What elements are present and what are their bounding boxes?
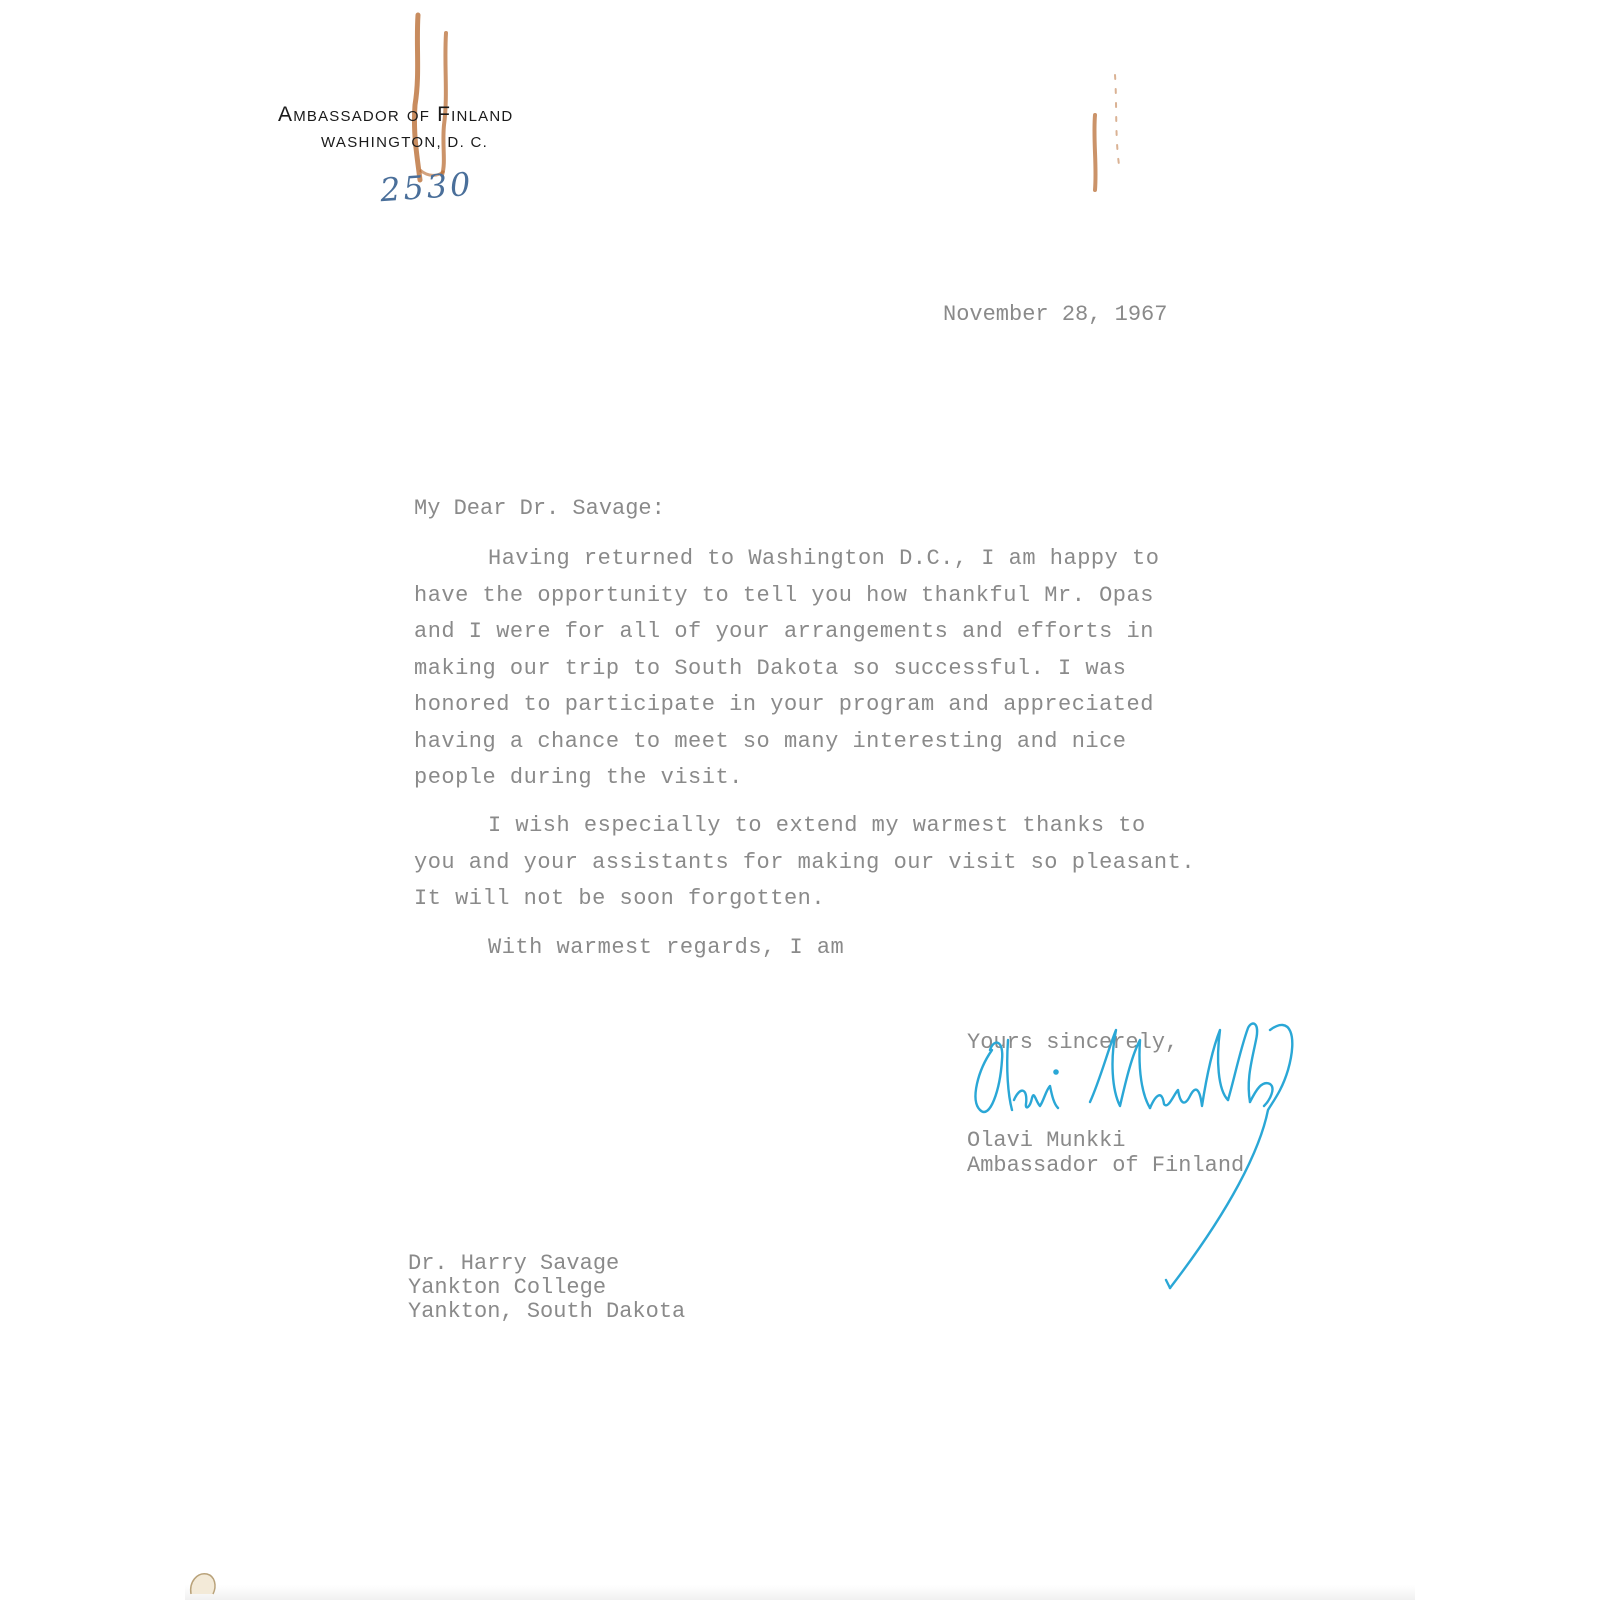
signer-block bbox=[967, 1128, 1244, 1178]
paragraph-line: Having returned to Washington D.C., I am happy to bbox=[488, 546, 1160, 571]
paragraph-line: It will not be soon forgotten. bbox=[414, 886, 826, 911]
recipient-address bbox=[408, 1252, 685, 1324]
closing: Yours sincerely, bbox=[967, 1030, 1179, 1055]
paper-corner-mark bbox=[187, 1568, 221, 1596]
paragraph-line: honored to participate in your program and appreciated bbox=[414, 692, 1154, 717]
recipient-name: Dr. Harry Savage bbox=[408, 1251, 620, 1276]
paragraph-line: making our trip to South Dakota so successful. I was bbox=[414, 655, 1127, 681]
paragraph-1 bbox=[414, 541, 1159, 797]
paragraph-line: people during the visit. bbox=[414, 765, 743, 790]
signer-title: Ambassador of Finland bbox=[967, 1153, 1245, 1178]
letterhead-title: Ambassador of Finland bbox=[278, 103, 514, 126]
paragraph-line: have the opportunity to tell you how thankful Mr. Opas bbox=[414, 582, 1154, 608]
rust-stain-left bbox=[400, 5, 470, 190]
recipient-location: Yankton, South Dakota bbox=[408, 1299, 686, 1324]
paragraph-line: having a chance to meet so many interesting and nice bbox=[414, 728, 1127, 754]
recipient-institution: Yankton College bbox=[408, 1275, 607, 1300]
letterhead-city: WASHINGTON, D. C. bbox=[321, 134, 489, 151]
handwritten-file-number: 2530 bbox=[378, 164, 475, 210]
salutation: My Dear Dr. Savage: bbox=[414, 496, 665, 521]
signer-name: Olavi Munkki bbox=[967, 1128, 1126, 1153]
rust-stain-right bbox=[1085, 65, 1135, 200]
paragraph-2 bbox=[414, 808, 1195, 918]
paragraph-line: With warmest regards, I am bbox=[488, 935, 845, 960]
paragraph-3 bbox=[414, 930, 844, 967]
letter-date: November 28, 1967 bbox=[943, 302, 1168, 327]
paragraph-line: I wish especially to extend my warmest thanks to bbox=[488, 813, 1146, 838]
paragraph-line: you and your assistants for making our visit so pleasant. bbox=[414, 849, 1196, 875]
paper-bottom-edge bbox=[185, 1585, 1415, 1600]
paragraph-line: and I were for all of your arrangements and efforts in bbox=[414, 619, 1154, 644]
